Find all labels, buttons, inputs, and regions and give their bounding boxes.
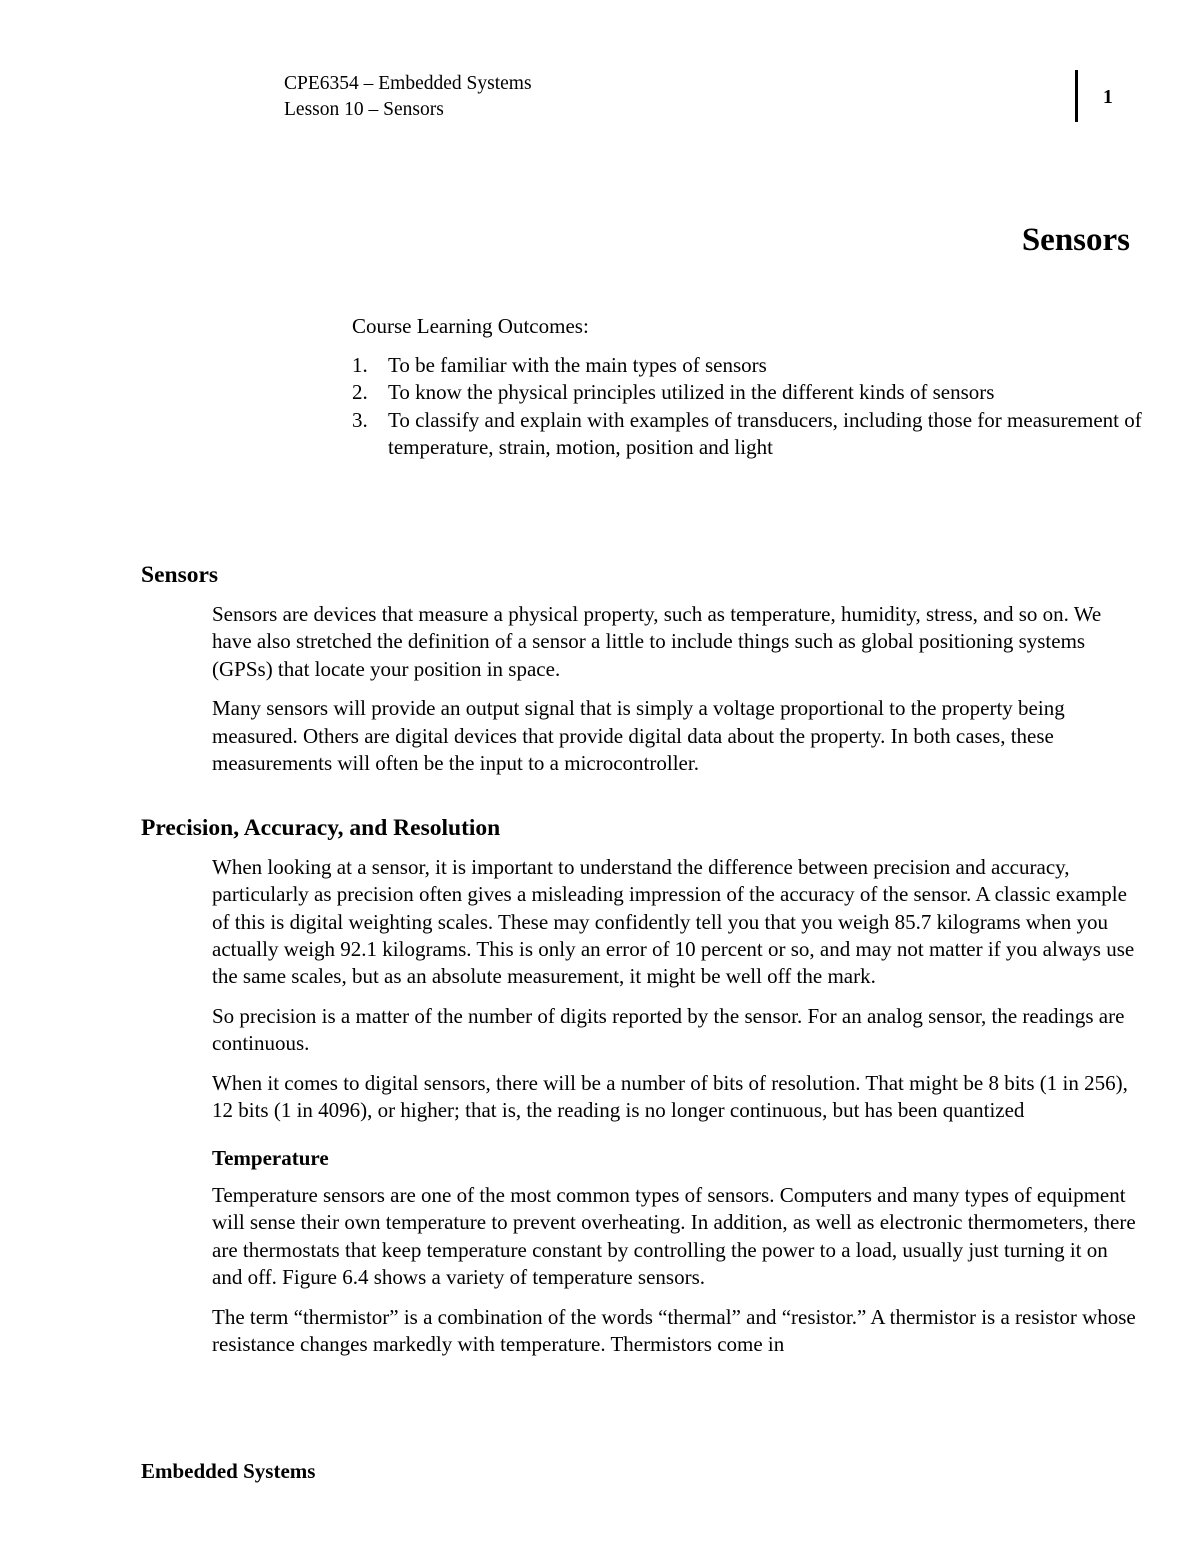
outcome-number: 3.	[352, 407, 368, 432]
outcomes-heading: Course Learning Outcomes:	[352, 314, 589, 338]
section-body-precision	[212, 854, 1142, 1371]
outcome-number: 1.	[352, 352, 368, 377]
footer-label: Embedded Systems	[141, 1459, 316, 1483]
learning-outcomes	[352, 313, 1142, 462]
outcome-item	[352, 379, 1142, 407]
outcome-text: To know the physical principles utilized in the different kinds of sensors	[388, 380, 995, 404]
outcome-item	[352, 407, 1142, 462]
subsection-heading-temperature: Temperature	[212, 1145, 329, 1170]
paragraph: The term “thermistor” is a combination of the words “thermal” and “resistor.” A thermistor is a resistor whose resistance changes markedly with temperature. Thermistors come in	[212, 1304, 1136, 1356]
header-divider	[1075, 70, 1078, 122]
paragraph: Many sensors will provide an output signal that is simply a voltage proportional to the property being measured. Others are digital devices that provide digital data about the property. In both cases, these measurements will often be the input to a microcontroller.	[212, 696, 1065, 775]
paragraph: When looking at a sensor, it is important to understand the difference between precision and accuracy, particularly as precision often gives a misleading impression of the accuracy of the sensor. A classic example of this is digital weighting scales. These may confidently tell you that you weigh 85.7 kilograms when you actually weigh 92.1 kilograms. This is only an error of 10 percent or so, and may not matter if you always use the same scales, but as an absolute measurement, it might be well off the mark.	[212, 855, 1135, 989]
paragraph: Temperature sensors are one of the most common types of sensors. Computers and many types of equipment will sense their own temperature to prevent overheating. In addition, as well as electronic thermometers, there are thermostats that keep temperature constant by controlling the power to a load, usually just turning it on and off. Figure 6.4 shows a variety of temperature sensors.	[212, 1182, 1136, 1289]
paragraph: So precision is a matter of the number of digits reported by the sensor. For an analog sensor, the readings are continuous.	[212, 1003, 1125, 1056]
outcome-item	[352, 352, 1142, 380]
outcome-text: To classify and explain with examples of transducers, including those for measurement of temperature, strain, motion, position and light	[388, 407, 1142, 459]
section-heading-precision: Precision, Accuracy, and Resolution	[141, 815, 501, 841]
outcome-number: 2.	[352, 380, 368, 404]
section-heading-sensors: Sensors	[141, 562, 219, 588]
document-title: Sensors	[1021, 222, 1130, 258]
section-body-sensors	[212, 601, 1142, 790]
outcomes-list	[352, 352, 1142, 462]
paragraph: Sensors are devices that measure a physical property, such as temperature, humidity, stress, and so on. We have also stretched the definition of a sensor a little to include things such as global positioning systems (GPSs) that locate your position in space.	[212, 602, 1102, 681]
paragraph: When it comes to digital sensors, there will be a number of bits of resolution. That might be 8 bits (1 in 256), 12 bits (1 in 4096), or higher; that is, the reading is no longer continuous, but has been quantized	[212, 1071, 1128, 1123]
outcome-text: To be familiar with the main types of sensors	[388, 352, 767, 377]
header-course: CPE6354 – Embedded Systems	[284, 73, 532, 94]
page-number: 1	[1103, 87, 1113, 108]
header-lesson: Lesson 10 – Sensors	[284, 99, 444, 120]
